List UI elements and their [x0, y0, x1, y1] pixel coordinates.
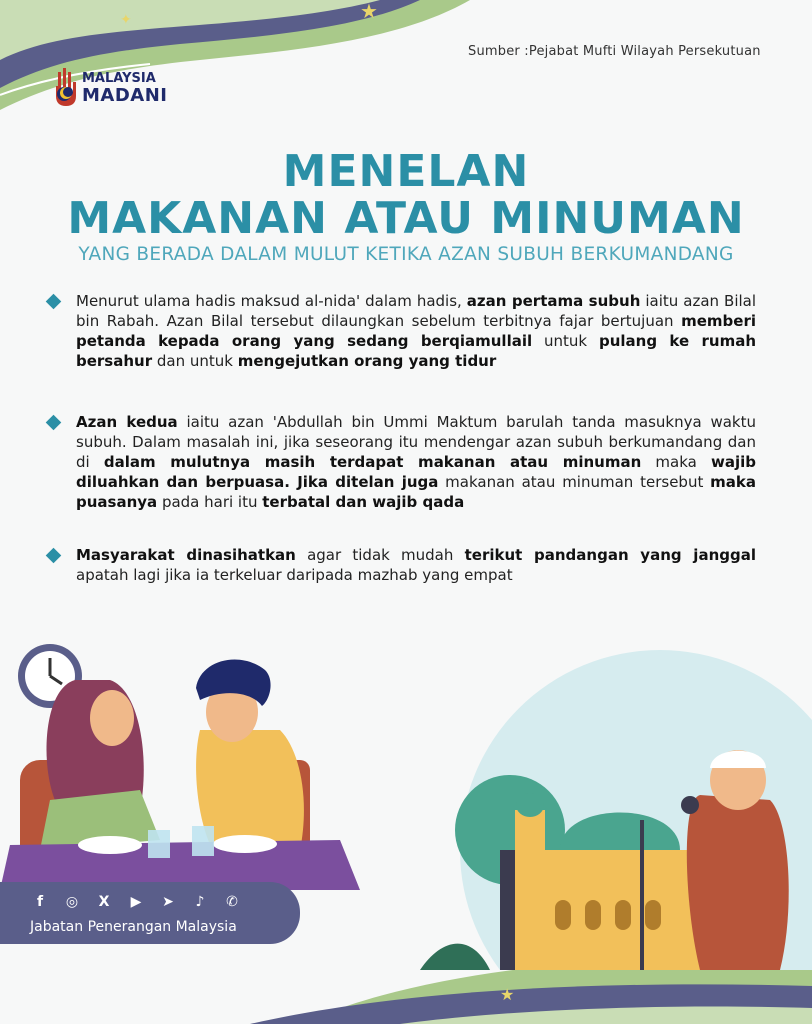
malaysia-madani-logo: [52, 64, 172, 110]
social-icons-row: [30, 892, 242, 912]
bullet-text: [76, 291, 756, 371]
bullet-point-2: [50, 412, 756, 512]
bullet-bold-run: memberi petanda kepada orang yang sedang berqiamullail: [76, 312, 756, 350]
bullet-text: [76, 412, 756, 512]
x-icon[interactable]: X: [98, 894, 110, 910]
bullet-text-run: Menurut ulama hadis maksud al-nida' dalam hadis,: [76, 292, 467, 310]
madani-hand-icon: [52, 64, 80, 108]
bullet-text-run: iaitu azan 'Abdullah bin Ummi Maktum barulah tanda masuknya waktu subuh. Dalam masalah ini, jika seseorang itu mendengar azan subuh berkumandang dan di: [76, 413, 756, 471]
diamond-bullet-icon: [46, 415, 62, 431]
bullet-text-run: agar tidak mudah: [295, 546, 465, 564]
title-subtitle: YANG BERADA DALAM MULUT KETIKA AZAN SUBUH BERKUMANDANG: [78, 244, 734, 265]
bullet-bold-run: wajib diluahkan dan berpuasa. Jika ditelan juga: [76, 453, 756, 491]
bullet-bold-run: terbatal dan wajib qada: [262, 493, 465, 511]
bullet-text-run: maka: [641, 453, 711, 471]
sahur-family-illustration: [0, 640, 370, 890]
bullet-bold-run: maka puasanya: [76, 473, 756, 511]
bullet-bold-run: Azan kedua: [76, 413, 178, 431]
agency-name: Jabatan Penerangan Malaysia: [30, 919, 237, 935]
diamond-bullet-icon: [46, 548, 62, 564]
bullet-point-1: [50, 291, 756, 371]
telegram-icon[interactable]: ➤: [162, 894, 174, 910]
logo-text-malaysia: MALAYSIA: [82, 71, 156, 86]
title-line-1: MENELAN: [282, 146, 530, 197]
bullet-text-run: untuk: [532, 332, 599, 350]
mosque-muezzin-illustration: [400, 650, 812, 970]
bullet-bold-run: pulang ke rumah bersahur: [76, 332, 757, 370]
bullet-point-3: [50, 545, 756, 585]
facebook-icon[interactable]: f: [36, 894, 44, 910]
source-credit: Sumber :Pejabat Mufti Wilayah Persekutuan: [468, 44, 761, 59]
bullet-bold-run: terikut pandangan yang janggal: [464, 546, 756, 564]
svg-text:★: ★: [360, 0, 378, 23]
youtube-icon[interactable]: ▶: [130, 894, 142, 910]
bullet-text-run: apatah lagi jika ia terkeluar daripada mazhab yang empat: [76, 566, 513, 584]
bullet-bold-run: Masyarakat dinasihatkan: [76, 546, 296, 564]
tiktok-icon[interactable]: ♪: [195, 894, 205, 910]
instagram-icon[interactable]: ◎: [65, 894, 79, 910]
svg-text:★: ★: [500, 985, 515, 1004]
whatsapp-icon[interactable]: ✆: [226, 894, 238, 910]
logo-text-madani: MADANI: [82, 85, 168, 106]
bullet-text-run: makanan atau minuman tersebut: [438, 473, 711, 491]
bullet-bold-run: mengejutkan orang yang tidur: [237, 352, 497, 370]
diamond-bullet-icon: [46, 294, 62, 310]
bullet-text-run: pada hari itu: [157, 493, 263, 511]
bullet-bold-run: azan pertama subuh: [466, 292, 641, 310]
bullet-bold-run: dalam mulutnya masih terdapat makanan atau minuman: [103, 453, 642, 471]
title-line-2: MAKANAN ATAU MINUMAN: [67, 193, 745, 244]
bullet-text: [76, 545, 756, 585]
svg-text:✦: ✦: [120, 12, 132, 28]
bullet-text-run: iaitu azan Bilal bin Rabah. Azan Bilal tersebut dilaungkan sebelum terbitnya fajar bertujuan: [76, 292, 757, 330]
bullet-text-run: dan untuk: [152, 352, 238, 370]
social-media-bar: [0, 882, 300, 944]
